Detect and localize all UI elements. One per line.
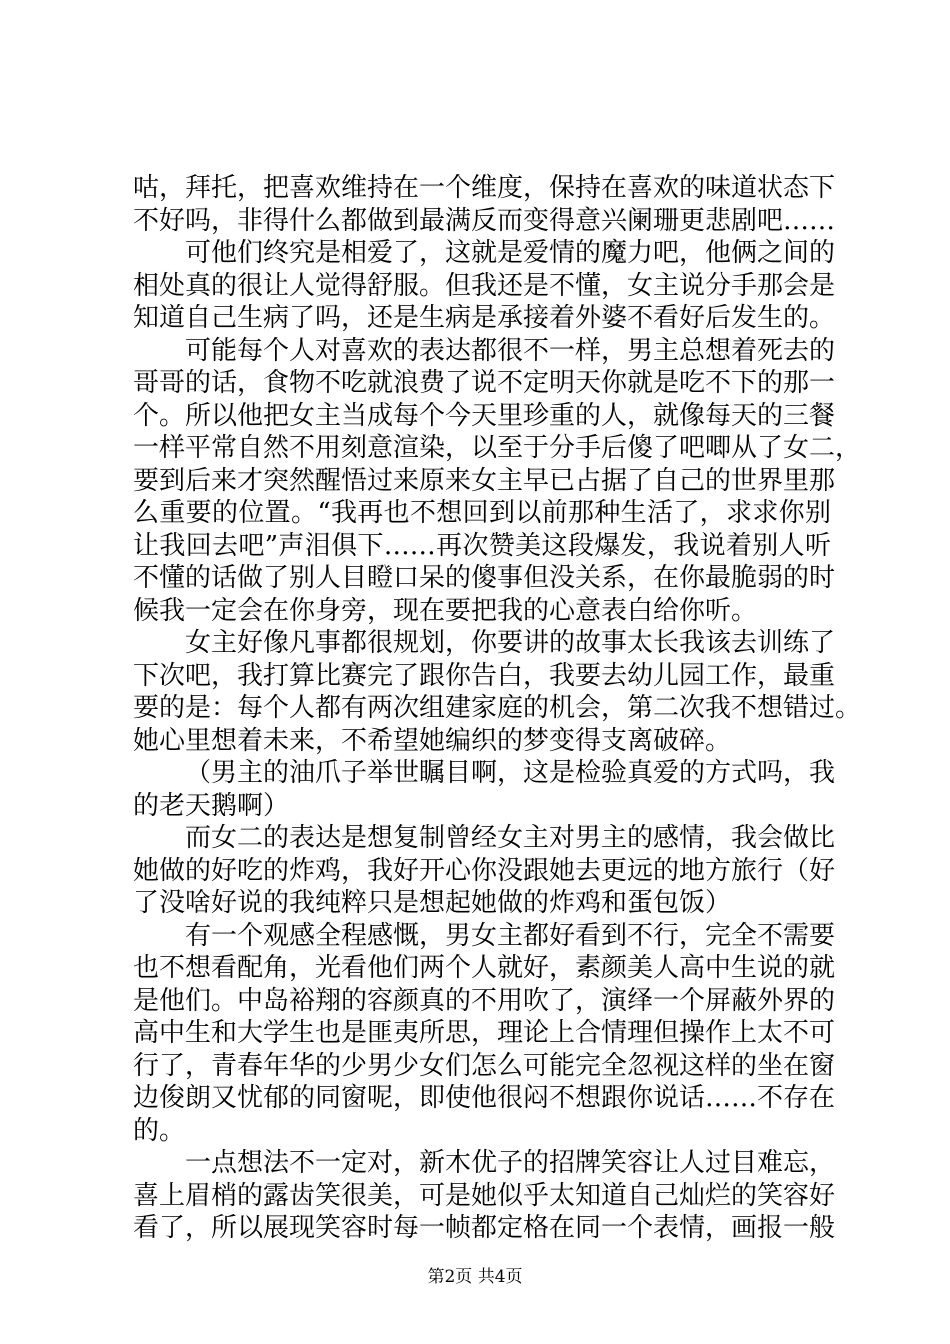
text-line: 个。所以他把女主当成每个今天里珍重的人，就像每天的三餐 xyxy=(133,400,836,431)
paragraph xyxy=(133,237,836,335)
text-line: 边俊朗又忧郁的同窗呢，即使他很闷不想跟你说话……不存在 xyxy=(133,1083,836,1113)
text-line: （男主的油爪子举世瞩目啊，这是检验真爱的方式吗，我 xyxy=(185,758,836,788)
text-line: 可能每个人对喜欢的表达都很不一样，男主总想着死去的 xyxy=(185,335,836,366)
paragraph xyxy=(133,920,836,1148)
paragraph xyxy=(133,757,836,822)
text-line: 也不想看配角，光看他们两个人就好，素颜美人高中生说的就 xyxy=(133,953,836,983)
paragraph xyxy=(133,172,836,237)
text-line: 行了，青春年华的少男少女们怎么可能完全忽视这样的坐在窗 xyxy=(133,1050,836,1081)
text-line: 了没啥好说的我纯粹只是想起她做的炸鸡和蛋包饭） xyxy=(133,888,732,918)
text-line: 可他们终究是相爱了，这就是爱情的魔力吧，他俩之间的 xyxy=(185,238,836,268)
text-line: 候我一定会在你身旁，现在要把我的心意表白给你听。 xyxy=(133,595,758,626)
text-line: 么重要的位置。“我再也不想回到以前那种生活了，求求你别 xyxy=(133,498,831,528)
text-line: 是他们。中岛裕翔的容颜真的不用吹了，演绎一个屏蔽外界的 xyxy=(133,985,836,1016)
text-line: 知道自己生病了吗，还是生病是承接着外婆不看好后发生的。 xyxy=(133,303,836,333)
text-line: 要的是：每个人都有两次组建家庭的机会，第二次我不想错过。 xyxy=(133,693,862,723)
text-line: 女主好像凡事都很规划，你要讲的故事太长我该去训练了 xyxy=(185,628,836,658)
text-line: 要到后来才突然醒悟过来原来女主早已占据了自己的世界里那 xyxy=(133,465,836,496)
text-line: 不懂的话做了别人目瞪口呆的傻事但没关系，在你最脆弱的时 xyxy=(133,563,836,593)
text-line: 的老天鹅啊） xyxy=(133,790,290,821)
text-line: 有一个观感全程感慨，男女主都好看到不行，完全不需要 xyxy=(185,920,836,951)
text-line: 喜上眉梢的露齿笑很美，可是她似乎太知道自己灿烂的笑容好 xyxy=(133,1180,836,1211)
text-line: 她做的好吃的炸鸡，我好开心你没跟她去更远的地方旅行（好 xyxy=(133,855,836,886)
page-number-label: 第2页 共4页 xyxy=(427,1267,523,1287)
text-line: 不好吗，非得什么都做到最满反而变得意兴阑珊更悲剧吧…… xyxy=(133,205,836,236)
text-line: 一样平常自然不用刻意渲染，以至于分手后傻了吧唧从了女二， xyxy=(133,433,862,463)
paragraph xyxy=(133,822,836,920)
text-line: 而女二的表达是想复制曾经女主对男主的感情，我会做比 xyxy=(185,823,836,853)
text-line: 高中生和大学生也是匪夷所思，理论上合情理但操作上太不可 xyxy=(133,1018,836,1048)
paragraph xyxy=(133,627,862,757)
page-footer xyxy=(0,1266,950,1288)
text-line: 一点想法不一定对，新木优子的招牌笑容让人过目难忘， xyxy=(185,1148,836,1178)
document-body xyxy=(133,172,862,1245)
text-line: 下次吧，我打算比赛完了跟你告白，我要去幼儿园工作，最重 xyxy=(133,660,836,691)
text-line: 她心里想着未来，不希望她编织的梦变得支离破碎。 xyxy=(133,725,732,756)
paragraph xyxy=(133,1147,836,1245)
text-line: 哥哥的话，食物不吃就浪费了说不定明天你就是吃不下的那一 xyxy=(133,368,836,398)
text-line: 看了，所以展现笑容时每一帧都定格在同一个表情，画报一般 xyxy=(133,1213,836,1243)
paragraph xyxy=(133,335,862,628)
text-line: 的。 xyxy=(133,1115,186,1146)
text-line: 咕，拜托，把喜欢维持在一个维度，保持在喜欢的味道状态下 xyxy=(133,173,836,203)
text-line: 相处真的很让人觉得舒服。但我还是不懂，女主说分手那会是 xyxy=(133,270,836,301)
text-line: 让我回去吧”声泪俱下……再次赞美这段爆发，我说着别人听 xyxy=(133,530,831,561)
